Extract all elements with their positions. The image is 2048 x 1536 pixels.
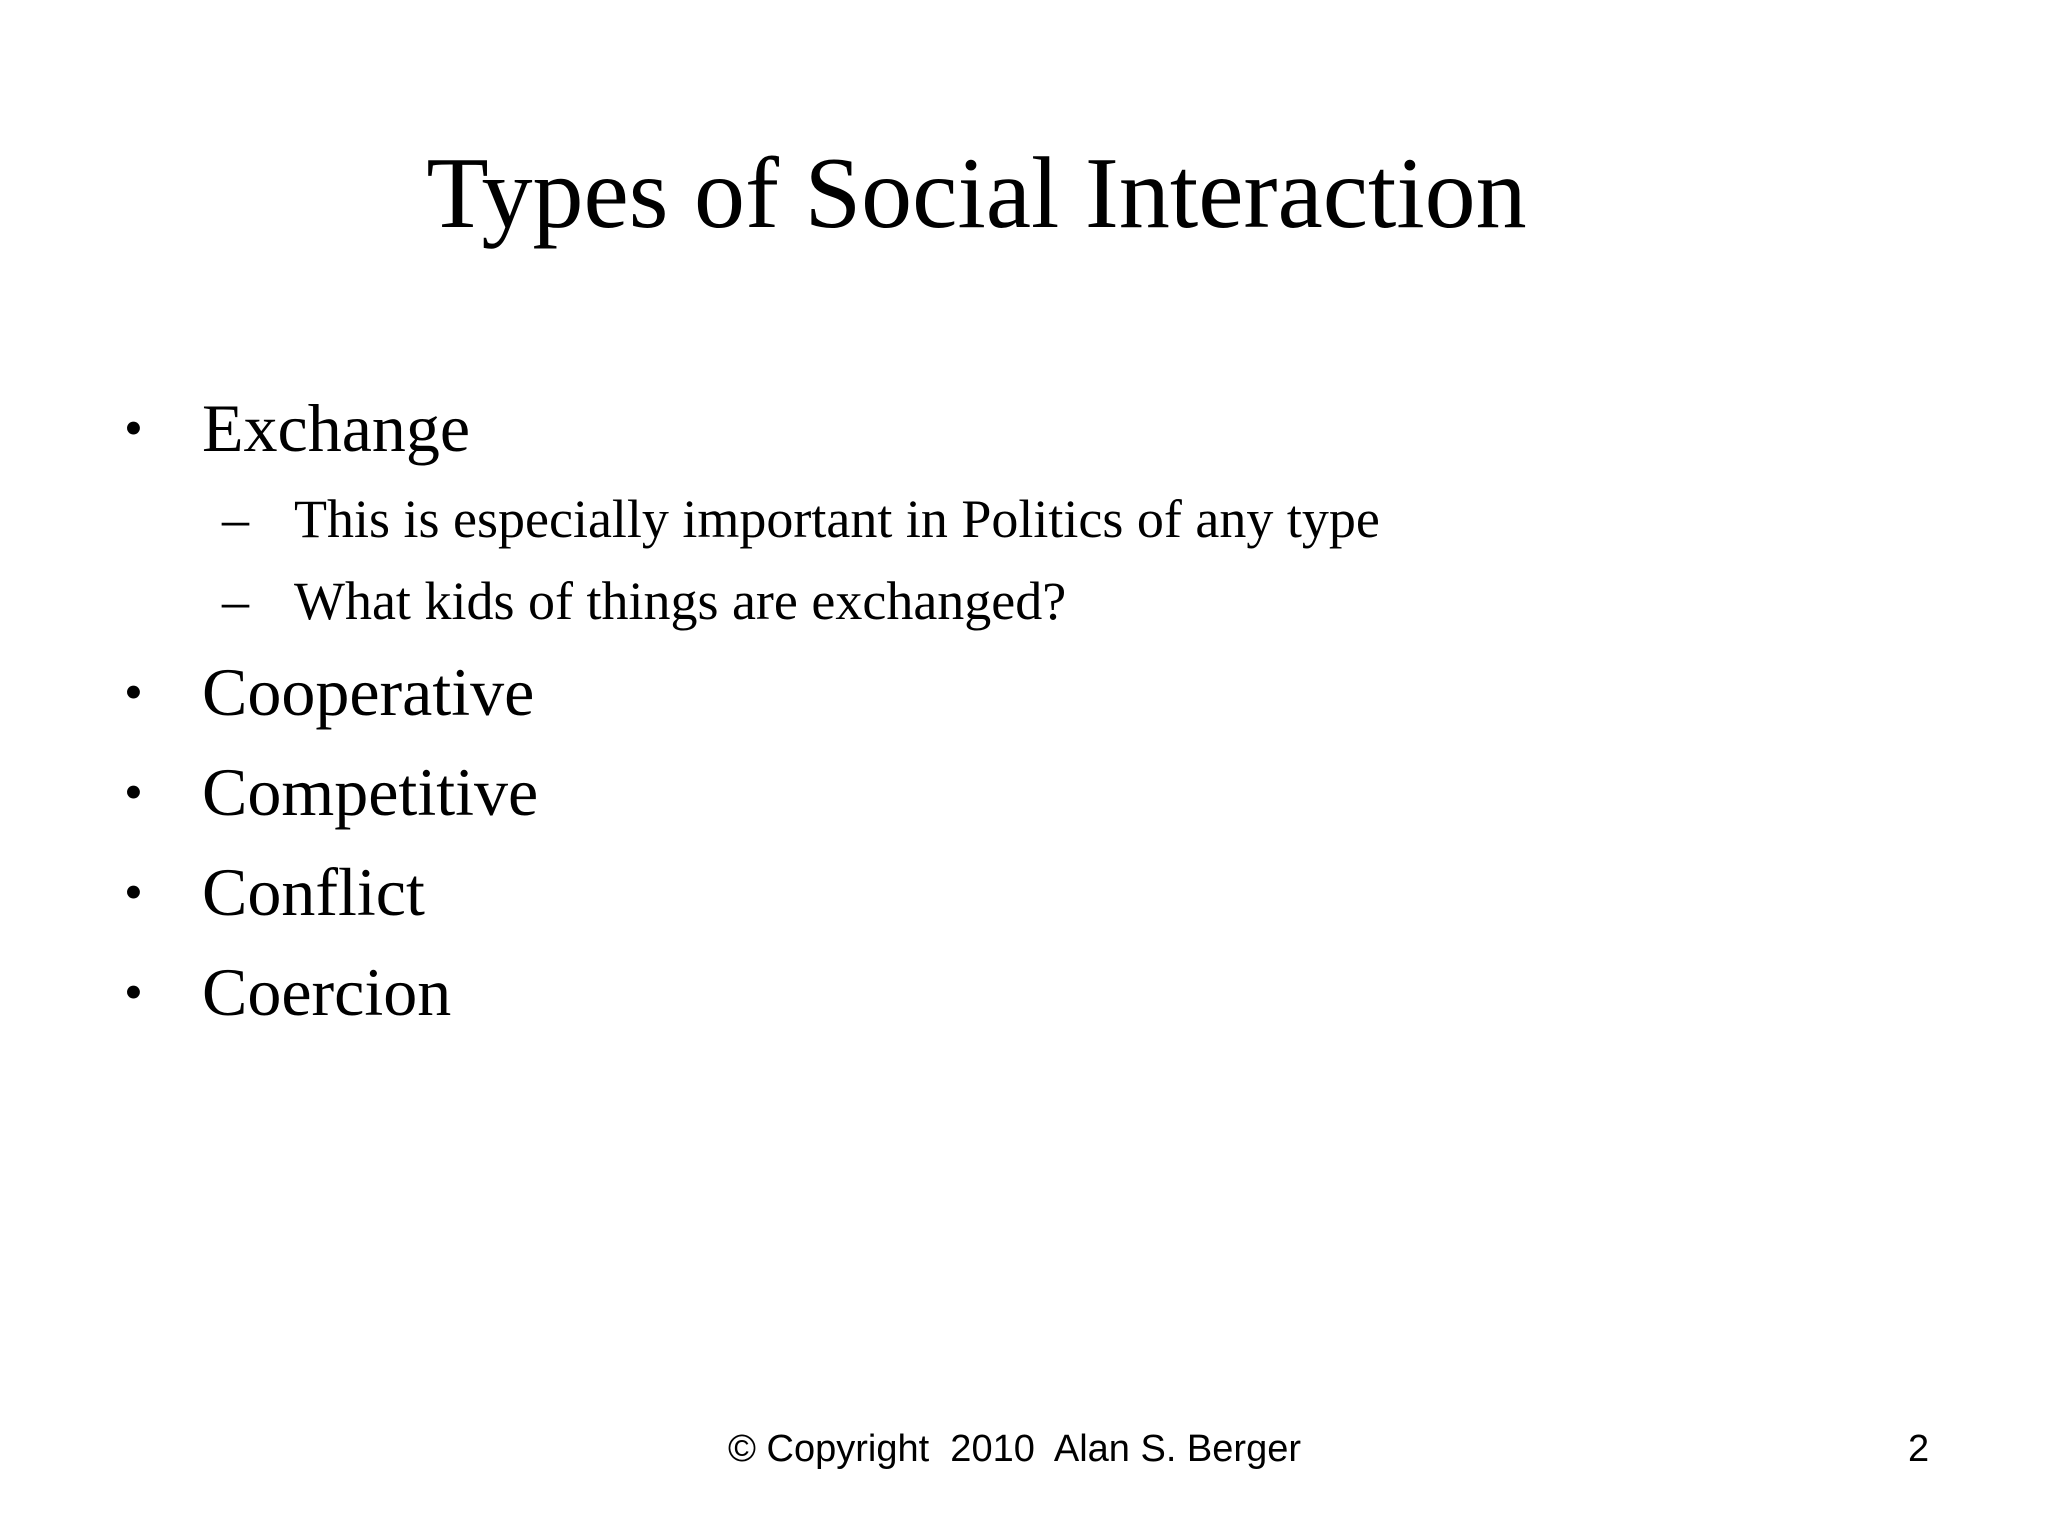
sub-bullet-marker: – (222, 571, 249, 631)
bullet-marker: • (124, 862, 143, 922)
sub-bullet-list (202, 478, 1924, 642)
bullet-marker: • (124, 762, 143, 822)
bullet-list (124, 378, 1924, 1042)
bullet-marker: • (124, 662, 143, 722)
bullet-text: Conflict (202, 854, 425, 930)
bullet-text: Competitive (202, 754, 539, 830)
sub-bullet-text: What kids of things are exchanged? (294, 571, 1067, 631)
bullet-item-cooperative (124, 642, 1924, 742)
bullet-item-conflict (124, 842, 1924, 942)
bullet-marker: • (124, 962, 143, 1022)
bullet-text: Coercion (202, 954, 452, 1030)
sub-bullet-text: This is especially important in Politics of any type (294, 489, 1380, 549)
slide-title: Types of Social Interaction (426, 137, 1527, 250)
sub-bullet-item (202, 560, 1924, 642)
sub-bullet-item (202, 478, 1924, 560)
bullet-item-competitive (124, 742, 1924, 842)
bullet-item-exchange (124, 378, 1924, 642)
bullet-text: Cooperative (202, 654, 535, 730)
footer-copyright: © Copyright 2010 Alan S. Berger (728, 1428, 1301, 1470)
sub-bullet-marker: – (222, 489, 249, 549)
bullet-item-coercion (124, 942, 1924, 1042)
page-number: 2 (1908, 1428, 1930, 1470)
bullet-text: Exchange (202, 390, 471, 466)
bullet-marker: • (124, 398, 143, 458)
